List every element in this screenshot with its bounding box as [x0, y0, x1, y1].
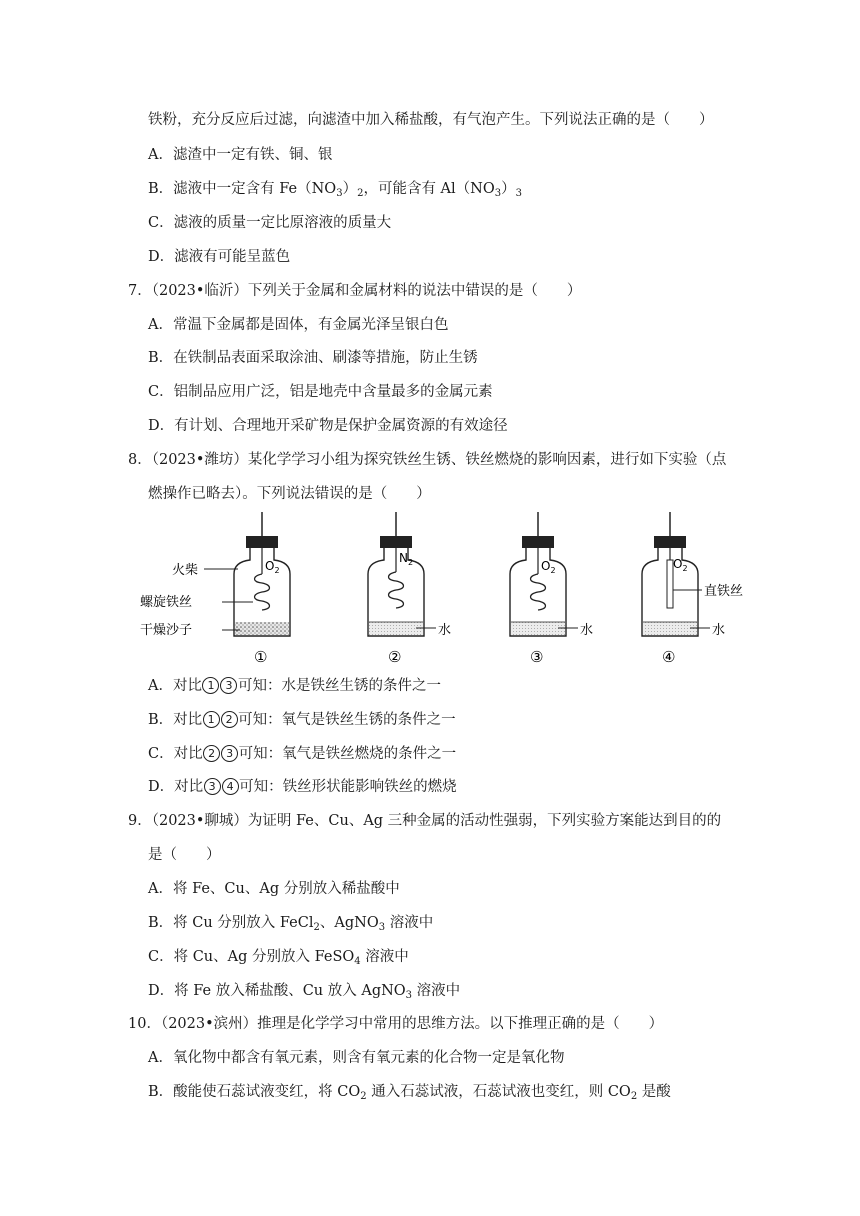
bottle-number-2: ② — [388, 648, 402, 666]
label-coil: 螺旋铁丝 — [140, 595, 193, 610]
bottle-number-3: ③ — [530, 648, 544, 666]
bottle-3 — [510, 512, 593, 666]
label-water-4: 水 — [712, 623, 726, 638]
label-match: 火柴 — [172, 563, 199, 578]
q8-option-d: D．对比 3 4 可知：铁丝形状能影响铁丝的燃烧 — [148, 779, 457, 795]
q10-option-b: B．酸能使石蕊试液变红，将 $CO_2$ 通入石蕊试液，石蕊试液也变红，则 $CO_2$ 是酸 — [148, 1084, 671, 1102]
q9-stem-line2: 是（ ） — [148, 847, 221, 863]
label-straight-wire: 直铁丝 — [704, 584, 744, 599]
q9-stem-line1: 9．（2023•聊城）为证明 Fe、Cu、Ag 三种金属的活动性强弱，下列实验方案能达到目的的 — [128, 813, 722, 829]
experiment-figure — [140, 510, 760, 670]
q9-option-a: A．将 Fe、Cu、Ag 分别放入稀盐酸中 — [148, 881, 400, 897]
q6-option-b: B．滤液中一定含有 $Fe(NO_3)_2$，可能含有 $Al(NO_3)_3$ — [148, 181, 522, 199]
q8-stem-line2: 燃操作已略去）。下列说法错误的是（ ） — [148, 486, 431, 502]
bottle-number-1: ① — [254, 648, 268, 666]
gas-label-4: $O_2$ — [673, 557, 688, 573]
q6-stem-continuation: 铁粉，充分反应后过滤，向滤渣中加入稀盐酸，有气泡产生。下列说法正确的是（ ） — [148, 112, 714, 128]
bottle-4 — [642, 512, 743, 666]
q8-option-c: C．对比 2 3 可知：氧气是铁丝燃烧的条件之一 — [148, 746, 457, 762]
gas-label-2: $N_2$ — [399, 551, 414, 567]
q10-stem: 10．（2023•滨州）推理是化学学习中常用的思维方法。以下推理正确的是（ ） — [128, 1016, 664, 1032]
gas-label-3: $O_2$ — [541, 559, 556, 575]
q7-option-c: C．铝制品应用广泛，铝是地壳中含量最多的金属元素 — [148, 384, 493, 400]
q6-option-a: A．滤渣中一定有铁、铜、银 — [148, 147, 333, 163]
q7-option-a: A．常温下金属都是固体，有金属光泽呈银白色 — [148, 317, 449, 333]
bottle-number-4: ④ — [662, 648, 676, 666]
label-sand: 干燥沙子 — [140, 623, 193, 638]
gas-label-1: $O_2$ — [265, 559, 280, 575]
q9-option-c: C．将 Cu、Ag 分别放入 FeSO$_4$ 溶液中 — [148, 949, 409, 967]
q8-stem-line1: 8．（2023•潍坊）某化学学习小组为探究铁丝生锈、铁丝燃烧的影响因素，进行如下实验（点 — [128, 452, 727, 468]
label-water-3: 水 — [580, 623, 594, 638]
q9-option-b: B．将 Cu 分别放入 FeCl$_2$、AgNO$_3$ 溶液中 — [148, 915, 434, 933]
q10-option-a: A．氧化物中都含有氧元素，则含有氧元素的化合物一定是氧化物 — [148, 1050, 565, 1066]
label-water-2: 水 — [438, 623, 452, 638]
q6-option-d: D．滤液有可能呈蓝色 — [148, 249, 291, 265]
q9-option-d: D．将 Fe 放入稀盐酸、Cu 放入 AgNO$_3$ 溶液中 — [148, 983, 461, 1001]
q8-option-b: B．对比 1 2 可知：氧气是铁丝生锈的条件之一 — [148, 712, 456, 728]
bottle-1 — [140, 512, 290, 666]
q7-stem: 7．（2023•临沂）下列关于金属和金属材料的说法中错误的是（ ） — [128, 283, 582, 299]
q6-option-c: C．滤液的质量一定比原溶液的质量大 — [148, 215, 392, 231]
bottle-2 — [368, 512, 451, 666]
q8-option-a: A．对比 1 3 可知：水是铁丝生锈的条件之一 — [148, 678, 441, 694]
q7-option-b: B．在铁制品表面采取涂油、刷漆等措施，防止生锈 — [148, 350, 478, 366]
q7-option-d: D．有计划、合理地开采矿物是保护金属资源的有效途径 — [148, 418, 508, 434]
